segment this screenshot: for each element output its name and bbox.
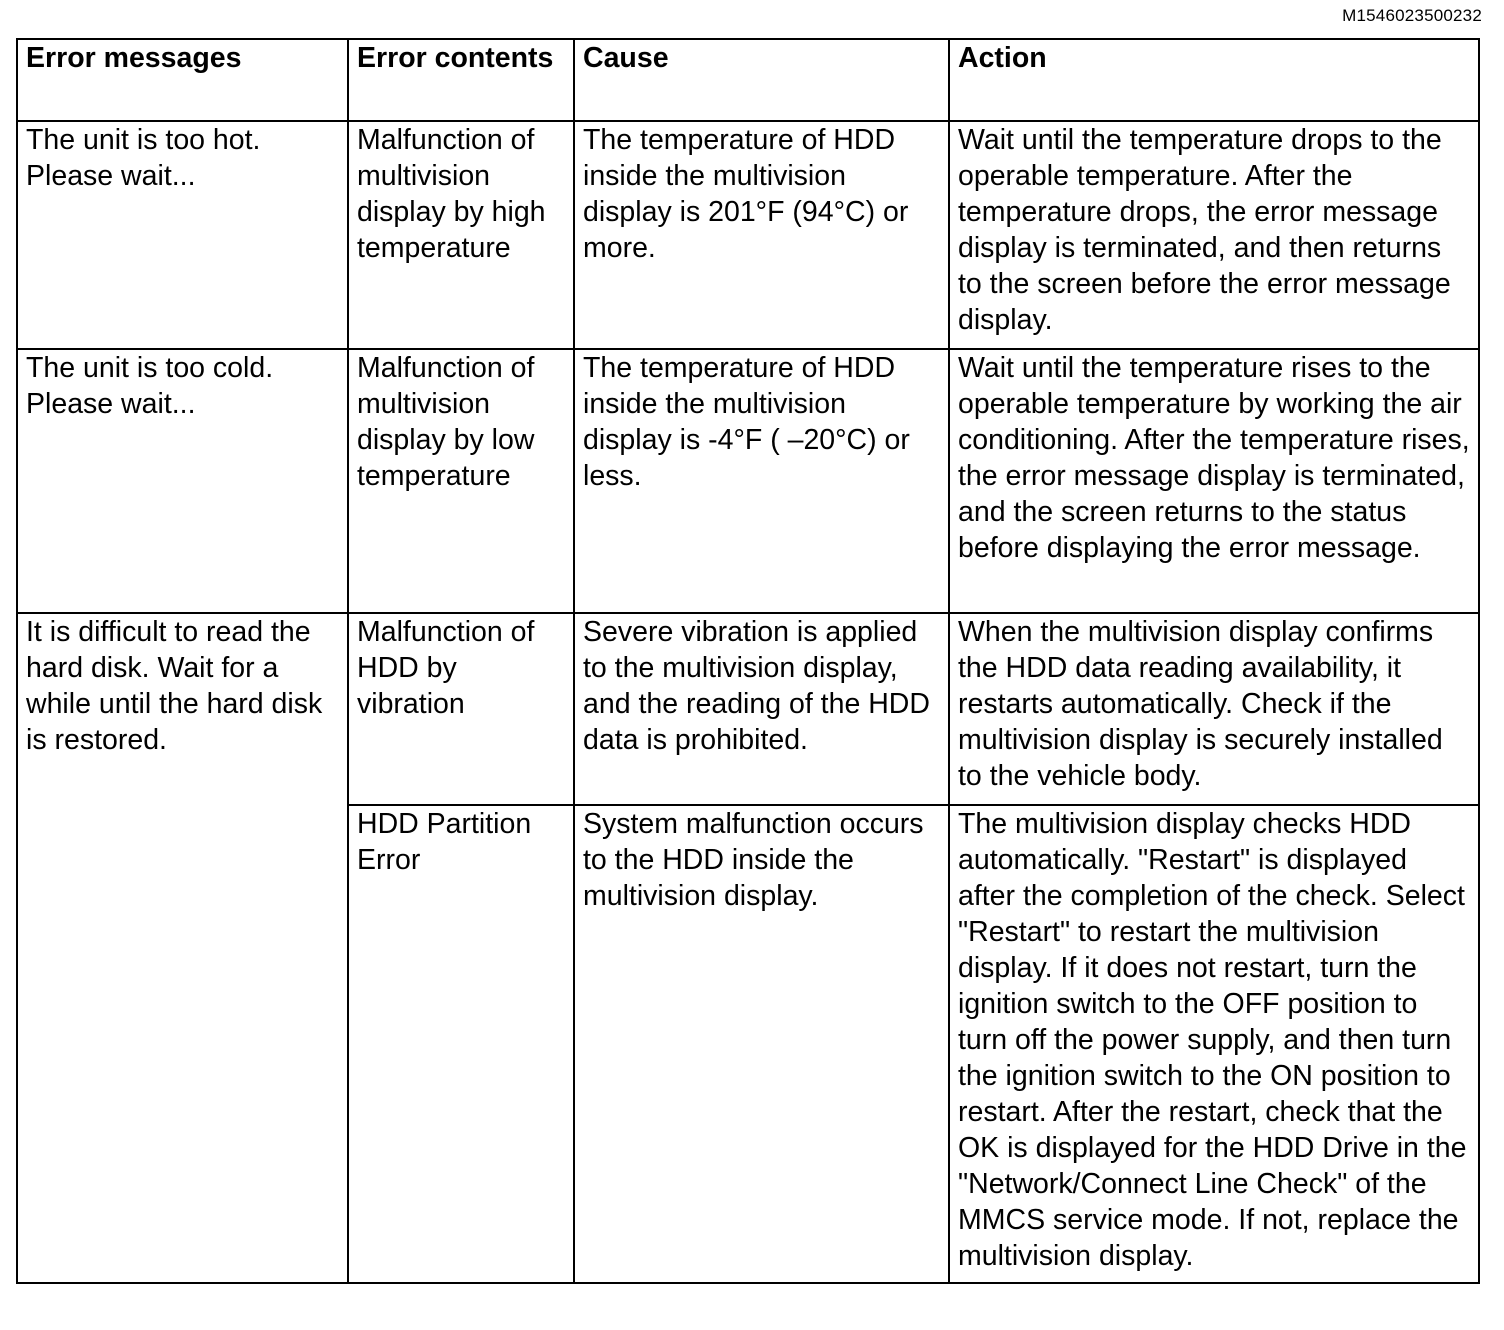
column-header-error-messages: Error messages xyxy=(17,39,348,121)
action-cell: Wait until the temperature rises to the operable temperature by working the air conditioning. After the temperature rises, the error message display is terminated, and the screen returns to the status before displaying the error message. xyxy=(949,349,1479,613)
column-header-action: Action xyxy=(949,39,1479,121)
table-row xyxy=(17,121,1479,349)
column-header-error-contents: Error contents xyxy=(348,39,574,121)
error-message-cell: It is difficult to read the hard disk. Wait for a while until the hard disk is restored. xyxy=(17,613,348,1283)
error-contents-cell: HDD Partition Error xyxy=(348,805,574,1283)
table-row xyxy=(17,613,1479,805)
cause-cell: The temperature of HDD inside the multivision display is 201°F (94°C) or more. xyxy=(574,121,949,349)
action-cell: Wait until the temperature drops to the operable temperature. After the temperature drops, the error message display is terminated, and then returns to the screen before the error message display. xyxy=(949,121,1479,349)
cause-cell: System malfunction occurs to the HDD inside the multivision display. xyxy=(574,805,949,1283)
action-cell: The multivision display checks HDD automatically. "Restart" is displayed after the completion of the check. Select "Restart" to restart the multivision display. If it does not restart, turn the ignition switch to the OFF position to turn off the power supply, and then turn the ignition switch to the ON position to restart. After the restart, check that the OK is displayed for the HDD Drive in the "Network/Connect Line Check" of the MMCS service mode. If not, replace the multivision display. xyxy=(949,805,1479,1283)
document-id: M1546023500232 xyxy=(1342,6,1482,25)
action-cell: When the multivision display confirms the HDD data reading availability, it restarts automatically. Check if the multivision display is securely installed to the vehicle body. xyxy=(949,613,1479,805)
cause-cell: Severe vibration is applied to the multivision display, and the reading of the HDD data is prohibited. xyxy=(574,613,949,805)
error-contents-cell: Malfunction of multivision display by low temperature xyxy=(348,349,574,613)
error-message-table xyxy=(16,38,1480,1284)
error-message-cell: The unit is too hot. Please wait... xyxy=(17,121,348,349)
table-row xyxy=(17,349,1479,613)
error-message-cell: The unit is too cold. Please wait... xyxy=(17,349,348,613)
table-header-row xyxy=(17,39,1479,121)
column-header-cause: Cause xyxy=(574,39,949,121)
error-contents-cell: Malfunction of HDD by vibration xyxy=(348,613,574,805)
cause-cell: The temperature of HDD inside the multivision display is -4°F ( –20°C) or less. xyxy=(574,349,949,613)
error-contents-cell: Malfunction of multivision display by high temperature xyxy=(348,121,574,349)
